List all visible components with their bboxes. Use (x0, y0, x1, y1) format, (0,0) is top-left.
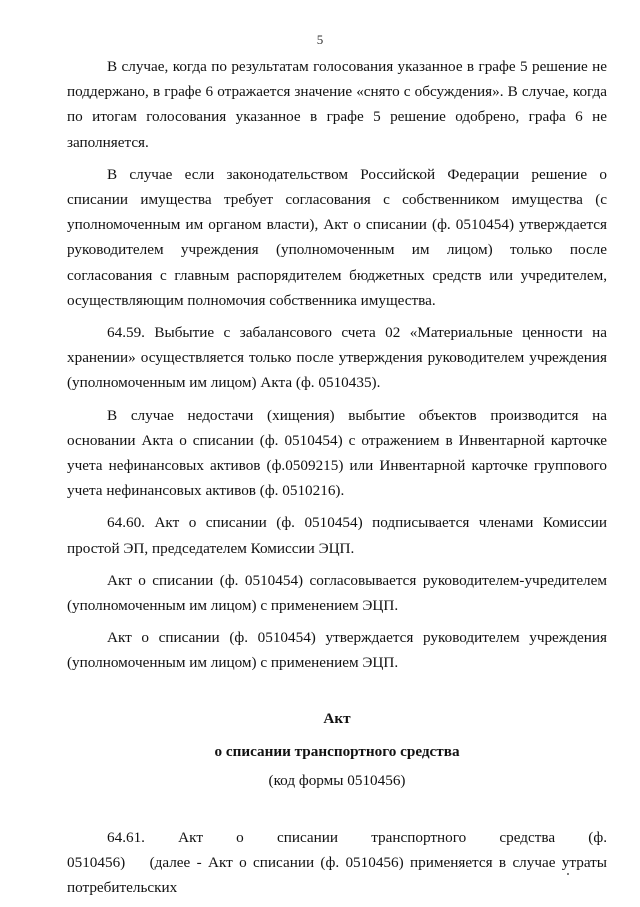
section-title: Акт (323, 709, 351, 727)
paragraph-owner-approval: В случае если законодательством Российской Федерации решение о списании имущества требует согласования с собственником имущества (с уполномоченным им органом власти), Акт о списании (ф. 0510454) утверждается руководителем учреждения (уполномоченным им лицом) только после согласования с главным распорядителем бюджетных средств или учредителем, осуществляющим полномочия собственника имущества. (67, 165, 607, 309)
paragraph-shortage: В случае недостачи (хищения) выбытие объектов производится на основании Акта о списании (ф. 0510454) с отражением в Инвентарной карточке учета нефинансовых активов (ф.0509215) или Инвентарной карточке группового учета нефинансовых активов (ф. 0510216). (67, 406, 607, 500)
paragraph-64-60: 64.60. Акт о списании (ф. 0510454) подписывается членами Комиссии простой ЭП, председателем Комиссии ЭЦП. (67, 514, 607, 557)
page-number: 5 (316, 32, 324, 47)
scan-speck (567, 873, 569, 875)
paragraph-64-61 (67, 825, 607, 901)
section-subtitle: о списании транспортного средства (214, 742, 460, 760)
paragraph-approval-head: Акт о списании (ф. 0510454) утверждается руководителем учреждения (уполномоченным им лицом) с применением ЭЦП. (67, 629, 607, 672)
paragraph-voting-result: В случае, когда по результатам голосования указанное в графе 5 решение не поддержано, в графе 6 отражается значение «снято с обсуждения». В случае, когда по итогам голосования указанное в графе 5 решение одобрено, графа 6 не заполняется. (67, 58, 607, 151)
paragraph-64-61-continuation: (далее - Акт о списании (ф. 0510456) применяется в случае утраты потребительских (67, 853, 608, 897)
section-form-code: (код формы 0510456) (268, 771, 406, 789)
paragraph-approval-founder: Акт о списании (ф. 0510454) согласовывается руководителем-учредителем (уполномоченным им лицом) с применением ЭЦП. (67, 571, 607, 615)
paragraph-64-61-first-line: 64.61. Акт о списании транспортного средства (ф. 0510456) (67, 828, 607, 871)
paragraph-64-59: 64.59. Выбытие с забалансового счета 02 «Материальные ценности на хранении» осуществляется только после утверждения руководителем учреждения (уполномоченным им лицом) Акта (ф. 0510435). (67, 324, 607, 392)
document-body (67, 54, 607, 907)
section-heading (67, 706, 607, 793)
